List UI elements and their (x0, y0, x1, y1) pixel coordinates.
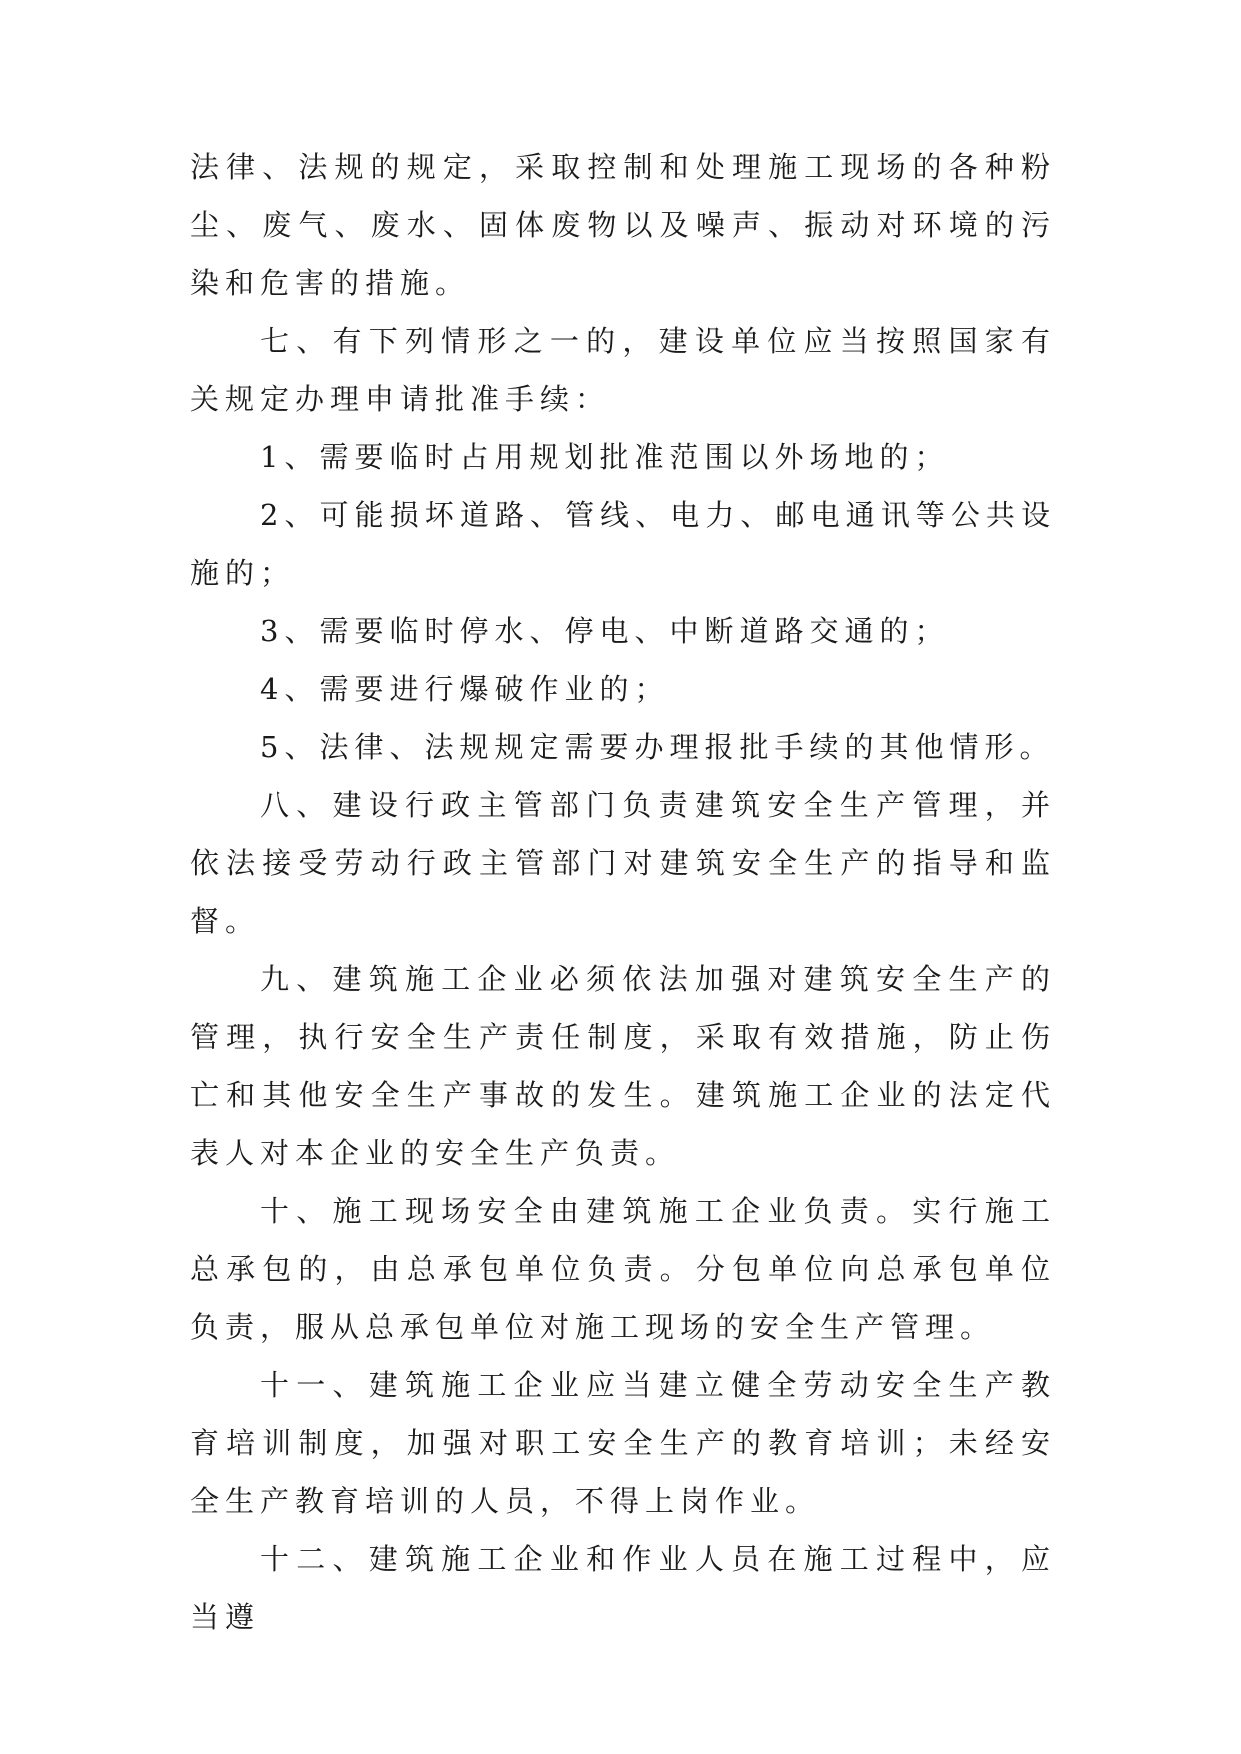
document-page (190, 138, 1056, 1646)
paragraph-10: 十、施工现场安全由建筑施工企业负责。实行施工总承包的，由总承包单位负责。分包单位向总承包单位负责，服从总承包单位对施工现场的安全生产管理。 (190, 1194, 1056, 1344)
paragraph-1: 法律、法规的规定，采取控制和处理施工现场的各种粉尘、废气、废水、固体废物以及噪声、振动对环境的污染和危害的措施。 (190, 150, 1056, 300)
list-item-5: 5、法律、法规规定需要办理报批手续的其他情形。 (260, 730, 1055, 764)
list-item-4: 4、需要进行爆破作业的； (260, 672, 670, 706)
list-item-3: 3、需要临时停水、停电、中断道路交通的； (260, 614, 950, 648)
paragraph-7-intro: 七、有下列情形之一的，建设单位应当按照国家有关规定办理申请批准手续： (190, 324, 1056, 416)
paragraph-9: 九、建筑施工企业必须依法加强对建筑安全生产的管理，执行安全生产责任制度，采取有效措施，防止伤亡和其他安全生产事故的发生。建筑施工企业的法定代表人对本企业的安全生产负责。 (190, 962, 1056, 1170)
list-item-1: 1、需要临时占用规划批准范围以外场地的； (260, 440, 950, 474)
paragraph-11: 十一、建筑施工企业应当建立健全劳动安全生产教育培训制度，加强对职工安全生产的教育培训；未经安全生产教育培训的人员，不得上岗作业。 (190, 1368, 1056, 1518)
paragraph-8: 八、建设行政主管部门负责建筑安全生产管理，并依法接受劳动行政主管部门对建筑安全生产的指导和监督。 (190, 788, 1056, 938)
paragraph-12: 十二、建筑施工企业和作业人员在施工过程中，应当遵 (190, 1542, 1056, 1634)
list-item-2: 2、可能损坏道路、管线、电力、邮电通讯等公共设施的； (190, 498, 1056, 590)
